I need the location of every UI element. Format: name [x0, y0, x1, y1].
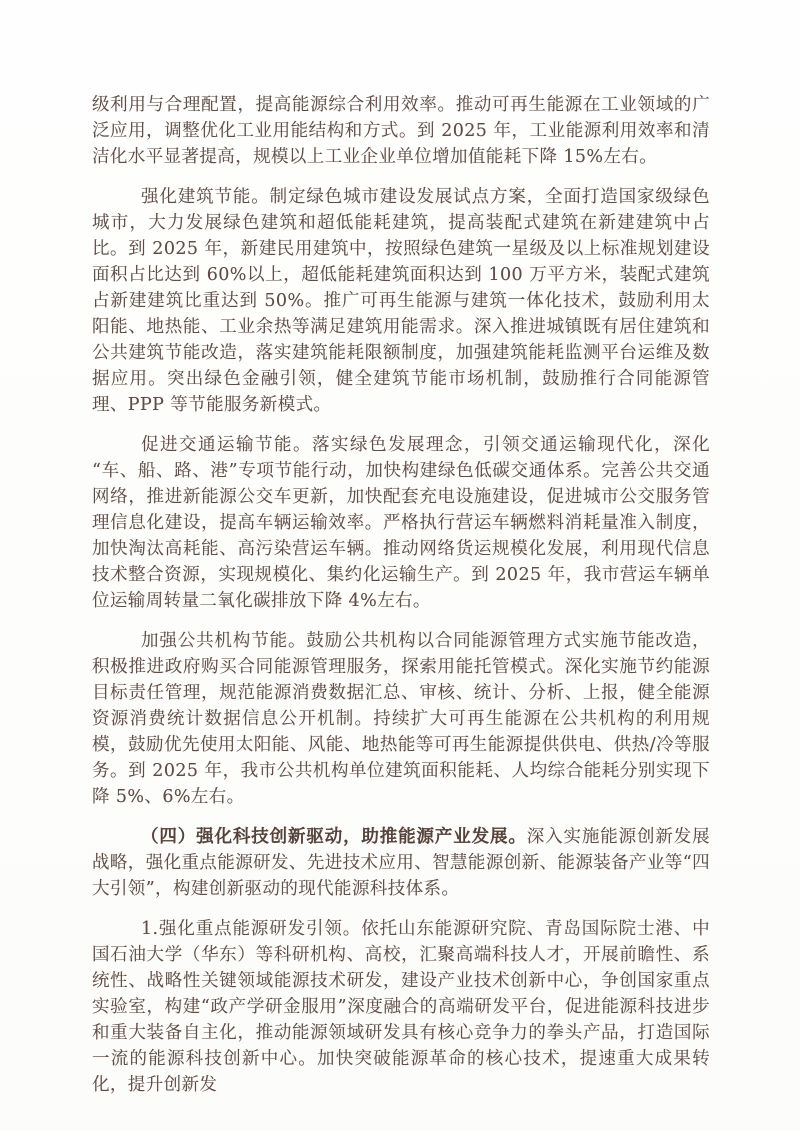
paragraph-item-1-energy-research	[92, 916, 710, 1098]
paragraph-text: 加强公共机构节能。鼓励公共机构以合同能源管理方式实施节能改造，积极推进政府购买合同能源管理服务，探索用能托管模式。深化实施节约能源目标责任管理，规范能源消费数据汇总、审核、统计、分析、上报，健全能源资源消费统计数据信息公开机制。持续扩大可再生能源在公共机构的利用规模，鼓励优先使用太阳能、风能、地热能等可再生能源提供供电、供热/冷等服务。到 2025 年，我市公共机构单位建筑面积能耗、人均综合能耗分别实现下降 5%、6%左右。	[92, 631, 710, 807]
paragraph-text: 强化建筑节能。制定绿色城市建设发展试点方案，全面打造国家级绿色城市，大力发展绿色建筑和超低能耗建筑，提高装配式建筑在新建建筑中占比。到 2025 年，新建民用建筑中，按照绿色建筑一星级及以上标准规划建设面积占比达到 60%以上，超低能耗建筑面积达到 100 万平方米，装配式建筑占新建建筑比重达到 50%。推广可再生能源与建筑一体化技术，鼓励利用太阳能、地热能、工业余热等满足建筑用能需求。深入推进城镇既有居住建筑和公共建筑节能改造，落实建筑能耗限额制度，加强建筑能耗监测平台运维及数据应用。突出绿色金融引领，健全建筑节能市场机制，鼓励推行合同能源管理、PPP 等节能服务新模式。	[92, 187, 710, 415]
paragraph-text: 深入实施能源创新发展战略，强化重点能源研发、先进技术应用、智慧能源创新、能源装备产业等“四大引领”，构建创新驱动的现代能源科技体系。	[92, 827, 710, 899]
paragraph-transport-energy	[92, 432, 710, 614]
paragraph-text: 级利用与合理配置，提高能源综合利用效率。推动可再生能源在工业领域的广泛应用，调整优化工业用能结构和方式。到 2025 年，工业能源利用效率和清洁化水平显著提高，规模以上工业企业单位增加值能耗下降 15%左右。	[92, 95, 710, 167]
paragraph-public-institution-energy	[92, 628, 710, 810]
document-body	[92, 92, 710, 1098]
paragraph-section-4-tech-innovation	[92, 824, 710, 902]
item-heading: 1.强化重点能源研发引领。	[141, 919, 362, 939]
paragraph-text: 依托山东能源研究院、青岛国际院士港、中国石油大学（华东）等科研机构、高校，汇聚高端科技人才，开展前瞻性、系统性、战略性关键领域能源技术研发，建设产业技术创新中心，争创国家重点实验室，构建“政产学研金服用”深度融合的高端研发平台，促进能源科技进步和重大装备自主化，推动能源领域研发具有核心竞争力的拳头产品，打造国际一流的能源科技创新中心。加快突破能源革命的核心技术，提速重大成果转化，提升创新发	[92, 919, 710, 1095]
paragraph-industry-energy	[92, 92, 710, 170]
paragraph-building-energy	[92, 184, 710, 418]
paragraph-text: 促进交通运输节能。落实绿色发展理念，引领交通运输现代化，深化“车、船、路、港”专项节能行动，加快构建绿色低碳交通体系。完善公共交通网络，推进新能源公交车更新，加快配套充电设施建设，促进城市公交服务管理信息化建设，提高车辆运输效率。严格执行营运车辆燃料消耗量准入制度，加快淘汰高耗能、高污染营运车辆。推动网络货运规模化发展，利用现代信息技术整合资源，实现规模化、集约化运输生产。到 2025 年，我市营运车辆单位运输周转量二氧化碳排放下降 4%左右。	[92, 435, 710, 611]
section-heading: （四）强化科技创新驱动，助推能源产业发展。	[141, 827, 527, 847]
